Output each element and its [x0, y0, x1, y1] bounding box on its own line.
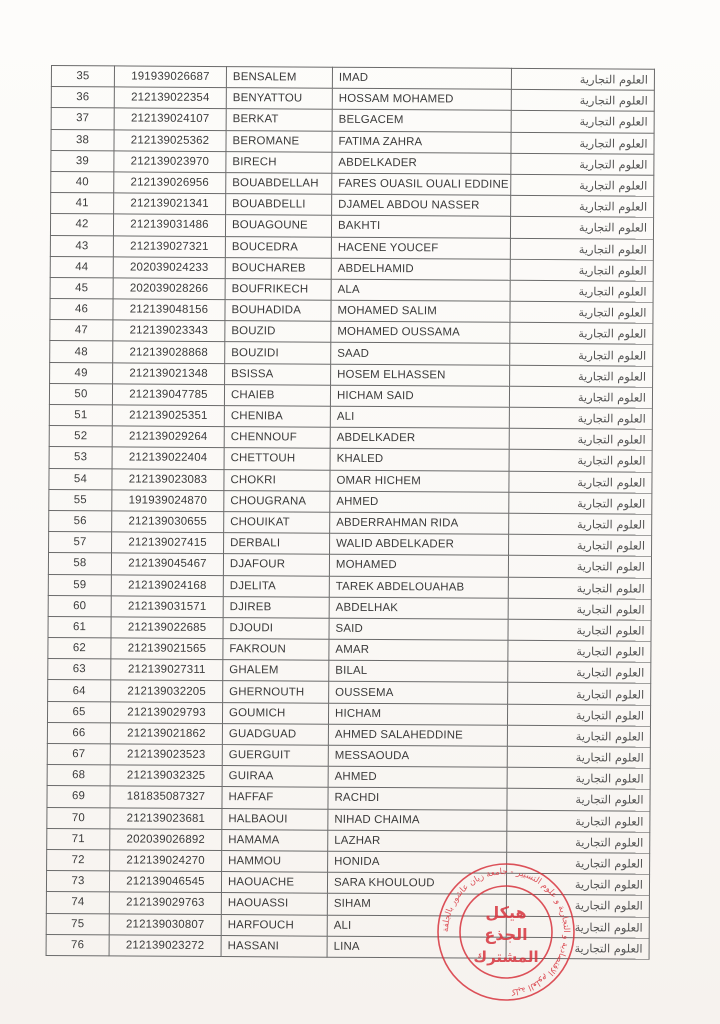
last-name-cell: CHOUGRANA: [224, 490, 330, 512]
row-number-cell: 35: [51, 66, 114, 88]
last-name-cell: HALBAOUI: [222, 808, 328, 830]
last-name-cell: FAKROUN: [223, 639, 329, 661]
specialty-cell: العلوم التجارية: [511, 174, 654, 196]
last-name-cell: GUERGUIT: [222, 745, 328, 767]
specialty-cell: العلوم التجارية: [510, 217, 653, 239]
specialty-cell: العلوم التجارية: [507, 725, 650, 747]
first-name-cell: HICHAM SAID: [330, 385, 509, 407]
registration-id-cell: 212139029264: [112, 426, 224, 448]
registration-id-cell: 212139029793: [110, 702, 222, 724]
registration-id-cell: 212139026956: [114, 172, 226, 194]
last-name-cell: GUADGUAD: [222, 723, 328, 745]
specialty-cell: العلوم التجارية: [507, 767, 650, 789]
last-name-cell: GUIRAA: [222, 766, 328, 788]
registration-id-cell: 212139048156: [113, 299, 225, 321]
row-number-cell: 62: [48, 638, 111, 660]
specialty-cell: العلوم التجارية: [507, 746, 650, 768]
last-name-cell: BOUAGOUNE: [225, 215, 331, 237]
registration-id-cell: 212139031486: [113, 214, 225, 236]
first-name-cell: RACHDI: [328, 788, 507, 810]
first-name-cell: HACENE YOUCEF: [331, 237, 510, 259]
specialty-cell: العلوم التجارية: [509, 534, 652, 556]
registration-id-cell: 212139032205: [111, 680, 223, 702]
registration-id-cell: 212139023272: [109, 935, 221, 957]
first-name-cell: SAID: [329, 618, 508, 640]
last-name-cell: DJAFOUR: [223, 554, 329, 576]
last-name-cell: DJOUDI: [223, 617, 329, 639]
stamp-line-1: هيكل: [485, 903, 527, 922]
specialty-cell: العلوم التجارية: [511, 195, 654, 217]
specialty-cell: العلوم التجارية: [507, 789, 650, 811]
specialty-cell: العلوم التجارية: [511, 132, 654, 154]
first-name-cell: BILAL: [329, 660, 508, 682]
specialty-cell: العلوم التجارية: [510, 344, 653, 366]
first-name-cell: MOHAMED: [329, 555, 508, 577]
row-number-cell: 75: [46, 913, 109, 935]
last-name-cell: DJIREB: [223, 596, 329, 618]
last-name-cell: BOUCEDRA: [225, 236, 331, 258]
specialty-cell: العلوم التجارية: [509, 513, 652, 535]
registration-id-cell: 202039026892: [110, 829, 222, 851]
first-name-cell: TAREK ABDELOUAHAB: [329, 576, 508, 598]
registration-id-cell: 212139028868: [113, 341, 225, 363]
row-number-cell: 55: [49, 489, 112, 511]
row-number-cell: 50: [49, 383, 112, 405]
first-name-cell: ABDELKADER: [330, 427, 509, 449]
row-number-cell: 48: [50, 341, 113, 363]
registration-id-cell: 212139047785: [112, 384, 224, 406]
row-number-cell: 47: [50, 320, 113, 342]
registration-id-cell: 212139023083: [112, 468, 224, 490]
last-name-cell: BOUZIDI: [225, 342, 331, 364]
row-number-cell: 76: [46, 934, 109, 956]
registration-id-cell: 191939026687: [114, 66, 226, 88]
registration-id-cell: 212139025362: [114, 129, 226, 151]
first-name-cell: OMAR HICHEM: [330, 470, 509, 492]
specialty-cell: العلوم التجارية: [509, 428, 652, 450]
specialty-cell: العلوم التجارية: [511, 68, 654, 90]
row-number-cell: 43: [50, 235, 113, 257]
last-name-cell: BOUHADIDA: [225, 300, 331, 322]
last-name-cell: BIRECH: [226, 151, 332, 173]
row-number-cell: 53: [49, 447, 112, 469]
row-number-cell: 63: [48, 659, 111, 681]
last-name-cell: HAMAMA: [222, 829, 328, 851]
registration-id-cell: 212139021862: [110, 723, 222, 745]
last-name-cell: BOUZID: [225, 321, 331, 343]
specialty-cell: العلوم التجارية: [509, 450, 652, 472]
last-name-cell: BSISSA: [225, 363, 331, 385]
registration-id-cell: 212139031571: [111, 596, 223, 618]
row-number-cell: 60: [48, 595, 111, 617]
row-number-cell: 46: [50, 299, 113, 321]
registration-id-cell: 212139027415: [112, 532, 224, 554]
registration-id-cell: 212139027321: [113, 235, 225, 257]
specialty-cell: العلوم التجارية: [510, 323, 653, 345]
registration-id-cell: 181835087327: [110, 786, 222, 808]
first-name-cell: ALI: [330, 406, 509, 428]
first-name-cell: ABDELHAMID: [331, 258, 510, 280]
registration-id-cell: 212139021341: [114, 193, 226, 215]
registration-id-cell: 202039028266: [113, 278, 225, 300]
row-number-cell: 74: [46, 892, 109, 914]
row-number-cell: 40: [51, 171, 114, 193]
first-name-cell: OUSSEMA: [329, 682, 508, 704]
last-name-cell: BOUABDELLI: [226, 194, 332, 216]
first-name-cell: SIHAM: [327, 894, 506, 916]
last-name-cell: GOUMICH: [222, 702, 328, 724]
last-name-cell: DJELITA: [223, 575, 329, 597]
registration-id-cell: 202039024233: [113, 257, 225, 279]
last-name-cell: CHETTOUH: [224, 448, 330, 470]
last-name-cell: BENSALEM: [226, 67, 332, 89]
row-number-cell: 64: [48, 680, 111, 702]
last-name-cell: HASSANI: [221, 935, 327, 957]
row-number-cell: 38: [51, 129, 114, 151]
specialty-cell: العلوم التجارية: [510, 365, 653, 387]
first-name-cell: NIHAD CHAIMA: [328, 809, 507, 831]
first-name-cell: MESSAOUDA: [328, 745, 507, 767]
first-name-cell: KHALED: [330, 449, 509, 471]
last-name-cell: CHENIBA: [224, 406, 330, 428]
specialty-cell: العلوم التجارية: [508, 556, 651, 578]
last-name-cell: BOUABDELLAH: [226, 173, 332, 195]
row-number-cell: 54: [49, 468, 112, 490]
stamp-line-3: المشترك: [473, 948, 539, 966]
row-number-cell: 69: [47, 786, 110, 808]
last-name-cell: HAMMOU: [222, 850, 328, 872]
first-name-cell: HOSSAM MOHAMED: [332, 88, 511, 110]
first-name-cell: MOHAMED OUSSAMA: [331, 321, 510, 343]
specialty-cell: العلوم التجارية: [507, 831, 650, 853]
registration-id-cell: 212139023970: [114, 151, 226, 173]
specialty-cell: العلوم التجارية: [507, 704, 650, 726]
row-number-cell: 71: [47, 828, 110, 850]
first-name-cell: HONIDA: [328, 851, 507, 873]
specialty-cell: العلوم التجارية: [507, 810, 650, 832]
first-name-cell: BELGACEM: [332, 110, 511, 132]
registration-id-cell: 212139027311: [111, 659, 223, 681]
first-name-cell: HOSEM ELHASSEN: [331, 364, 510, 386]
registration-id-cell: 212139045467: [111, 553, 223, 575]
first-name-cell: IMAD: [332, 67, 511, 89]
row-number-cell: 70: [47, 807, 110, 829]
row-number-cell: 39: [51, 150, 114, 172]
last-name-cell: CHAIEB: [224, 384, 330, 406]
roster-body: [46, 66, 654, 960]
registration-id-cell: 212139021348: [113, 363, 225, 385]
registration-id-cell: 212139030655: [112, 511, 224, 533]
first-name-cell: DJAMEL ABDOU NASSER: [332, 194, 511, 216]
first-name-cell: ABDELKADER: [332, 152, 511, 174]
registration-id-cell: 212139022354: [114, 87, 226, 109]
last-name-cell: DERBALI: [224, 533, 330, 555]
first-name-cell: AHMED: [328, 766, 507, 788]
first-name-cell: LINA: [327, 936, 506, 958]
specialty-cell: العلوم التجارية: [509, 471, 652, 493]
row-number-cell: 37: [51, 108, 114, 130]
row-number-cell: 66: [47, 722, 110, 744]
specialty-cell: العلوم التجارية: [508, 619, 651, 641]
registration-id-cell: 212139046545: [109, 871, 221, 893]
last-name-cell: GHERNOUTH: [223, 681, 329, 703]
last-name-cell: HAOUACHE: [221, 872, 327, 894]
first-name-cell: FATIMA ZAHRA: [332, 131, 511, 153]
specialty-cell: العلوم التجارية: [508, 640, 651, 662]
registration-id-cell: 212139023523: [110, 744, 222, 766]
row-number-cell: 67: [47, 743, 110, 765]
first-name-cell: SAAD: [331, 343, 510, 365]
row-number-cell: 57: [49, 532, 112, 554]
student-roster-table: [46, 65, 655, 960]
specialty-cell: العلوم التجارية: [509, 492, 652, 514]
first-name-cell: ALI: [327, 915, 506, 937]
first-name-cell: AHMED: [330, 491, 509, 513]
row-number-cell: 72: [47, 849, 110, 871]
specialty-cell: العلوم التجارية: [506, 916, 649, 938]
specialty-cell: العلوم التجارية: [511, 111, 654, 133]
last-name-cell: CHOKRI: [224, 469, 330, 491]
row-number-cell: 68: [47, 765, 110, 787]
first-name-cell: LAZHAR: [328, 830, 507, 852]
specialty-cell: العلوم التجارية: [510, 301, 653, 323]
row-number-cell: 59: [48, 574, 111, 596]
specialty-cell: العلوم التجارية: [509, 386, 652, 408]
last-name-cell: BEROMANE: [226, 130, 332, 152]
last-name-cell: CHENNOUF: [224, 427, 330, 449]
registration-id-cell: 212139024107: [114, 108, 226, 130]
specialty-cell: العلوم التجارية: [509, 407, 652, 429]
registration-id-cell: 212139022404: [112, 447, 224, 469]
registration-id-cell: 212139023343: [113, 320, 225, 342]
row-number-cell: 52: [49, 426, 112, 448]
specialty-cell: العلوم التجارية: [508, 683, 651, 705]
table-row: [46, 934, 649, 959]
row-number-cell: 41: [51, 193, 114, 215]
registration-id-cell: 212139023681: [110, 807, 222, 829]
specialty-cell: العلوم التجارية: [508, 598, 651, 620]
last-name-cell: GHALEM: [223, 660, 329, 682]
specialty-cell: العلوم التجارية: [510, 259, 653, 281]
registration-id-cell: 212139032325: [110, 765, 222, 787]
row-number-cell: 36: [51, 87, 114, 109]
last-name-cell: BENYATTOU: [226, 88, 332, 110]
specialty-cell: العلوم التجارية: [506, 873, 649, 895]
first-name-cell: MOHAMED SALIM: [331, 300, 510, 322]
row-number-cell: 65: [47, 701, 110, 723]
row-number-cell: 45: [50, 277, 113, 299]
row-number-cell: 44: [50, 256, 113, 278]
specialty-cell: العلوم التجارية: [506, 895, 649, 917]
registration-id-cell: 212139025351: [112, 405, 224, 427]
registration-id-cell: 212139029763: [109, 892, 221, 914]
registration-id-cell: 212139024168: [111, 574, 223, 596]
row-number-cell: 73: [46, 871, 109, 893]
first-name-cell: ABDELHAK: [329, 597, 508, 619]
row-number-cell: 42: [50, 214, 113, 236]
specialty-cell: العلوم التجارية: [506, 937, 649, 959]
row-number-cell: 51: [49, 404, 112, 426]
last-name-cell: HAFFAF: [222, 787, 328, 809]
registration-id-cell: 212139030807: [109, 913, 221, 935]
specialty-cell: العلوم التجارية: [511, 153, 654, 175]
row-number-cell: 58: [48, 553, 111, 575]
last-name-cell: HARFOUCH: [221, 914, 327, 936]
last-name-cell: CHOUIKAT: [224, 512, 330, 534]
row-number-cell: 49: [50, 362, 113, 384]
stamp-ring-text: كلية العلوم الاقتصادية و التجارية و علوم التسيير - جامعة زيان عاشور بالجلفة: [440, 866, 572, 997]
first-name-cell: ALA: [331, 279, 510, 301]
first-name-cell: AMAR: [329, 639, 508, 661]
specialty-cell: العلوم التجارية: [510, 280, 653, 302]
last-name-cell: BOUFRIKECH: [225, 278, 331, 300]
first-name-cell: AHMED SALAHEDDINE: [328, 724, 507, 746]
registration-id-cell: 212139021565: [111, 638, 223, 660]
registration-id-cell: 191939024870: [112, 490, 224, 512]
registration-id-cell: 212139024270: [110, 850, 222, 872]
first-name-cell: FARES OUASIL OUALI EDDINE: [332, 173, 511, 195]
row-number-cell: 56: [49, 510, 112, 532]
first-name-cell: SARA KHOULOUD: [327, 872, 506, 894]
first-name-cell: HICHAM: [328, 703, 507, 725]
last-name-cell: HAOUASSI: [221, 893, 327, 915]
specialty-cell: العلوم التجارية: [510, 238, 653, 260]
first-name-cell: WALID ABDELKADER: [330, 533, 509, 555]
registration-id-cell: 212139022685: [111, 617, 223, 639]
first-name-cell: ABDERRAHMAN RIDA: [330, 512, 509, 534]
first-name-cell: BAKHTI: [331, 216, 510, 238]
stamp-line-2: الجذع: [484, 925, 528, 944]
specialty-cell: العلوم التجارية: [508, 577, 651, 599]
last-name-cell: BOUCHAREB: [225, 257, 331, 279]
last-name-cell: BERKAT: [226, 109, 332, 131]
specialty-cell: العلوم التجارية: [508, 662, 651, 684]
specialty-cell: العلوم التجارية: [511, 90, 654, 112]
specialty-cell: العلوم التجارية: [507, 852, 650, 874]
row-number-cell: 61: [48, 616, 111, 638]
